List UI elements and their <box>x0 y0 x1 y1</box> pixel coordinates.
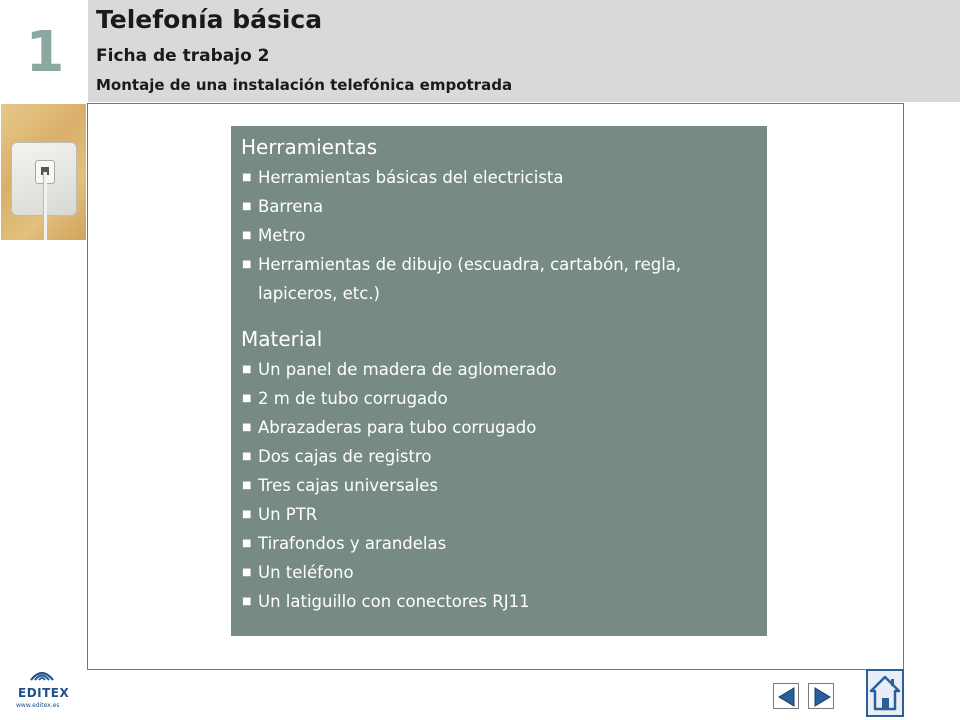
list-item <box>241 558 757 587</box>
square-bullet-icon: ■ <box>242 393 252 404</box>
list-item <box>241 384 757 413</box>
square-bullet-icon: ■ <box>242 538 252 549</box>
square-bullet-icon: ■ <box>242 201 252 212</box>
editex-logo[interactable] <box>14 666 74 716</box>
list-item-text: Abrazaderas para tubo corrugado <box>258 418 537 437</box>
list-item-text: Dos cajas de registro <box>258 447 432 466</box>
list-item <box>241 442 757 471</box>
list-item <box>241 500 757 529</box>
logo-wordmark: EDITEX <box>18 686 70 700</box>
list-item-text: Barrena <box>258 197 324 216</box>
list-item <box>241 163 757 192</box>
page-title: Telefonía básica <box>96 5 323 34</box>
cable <box>43 172 47 240</box>
triangle-right-icon <box>809 684 835 710</box>
previous-button[interactable] <box>773 683 799 709</box>
list-item-text: Metro <box>258 226 306 245</box>
square-bullet-icon: ■ <box>242 480 252 491</box>
square-bullet-icon: ■ <box>242 567 252 578</box>
list-item-text: Un teléfono <box>258 563 354 582</box>
list-item <box>241 587 757 616</box>
worksheet-subtitle: Ficha de trabajo 2 <box>96 46 270 66</box>
square-bullet-icon: ■ <box>242 422 252 433</box>
home-button[interactable] <box>866 669 904 717</box>
square-bullet-icon: ■ <box>242 172 252 183</box>
square-bullet-icon: ■ <box>242 364 252 375</box>
list-item-text: 2 m de tubo corrugado <box>258 389 448 408</box>
list-item-text: Tres cajas universales <box>258 476 439 495</box>
tools-heading: Herramientas <box>241 135 378 159</box>
next-button[interactable] <box>808 683 834 709</box>
square-bullet-icon: ■ <box>242 259 252 270</box>
list-item-text: Herramientas de dibujo (escuadra, cartabón, regla, lapiceros, etc.) <box>258 255 682 303</box>
logo-url: www.editex.es <box>16 702 60 709</box>
square-bullet-icon: ■ <box>242 596 252 607</box>
list-item <box>241 192 757 221</box>
square-bullet-icon: ■ <box>242 451 252 462</box>
list-item-text: Tirafondos y arandelas <box>258 534 447 553</box>
list-item-text: Un latiguillo con conectores RJ11 <box>258 592 530 611</box>
list-item <box>241 529 757 558</box>
materials-panel <box>231 126 767 636</box>
editex-logo-mark-icon <box>28 668 56 682</box>
worksheet-topic: Montaje de una instalación telefónica empotrada <box>96 76 513 94</box>
triangle-left-icon <box>774 684 800 710</box>
list-item-text: Un panel de madera de aglomerado <box>258 360 557 379</box>
material-heading: Material <box>241 327 323 351</box>
list-item <box>241 355 757 384</box>
chapter-number: 1 <box>25 20 65 85</box>
list-item-text: Un PTR <box>258 505 318 524</box>
home-icon <box>868 671 902 715</box>
list-item <box>241 413 757 442</box>
square-bullet-icon: ■ <box>242 509 252 520</box>
phone-socket-photo <box>1 104 86 240</box>
list-item-text: Herramientas básicas del electricista <box>258 168 564 187</box>
square-bullet-icon: ■ <box>242 230 252 241</box>
list-item <box>241 221 757 250</box>
list-item <box>241 250 757 308</box>
list-item <box>241 471 757 500</box>
